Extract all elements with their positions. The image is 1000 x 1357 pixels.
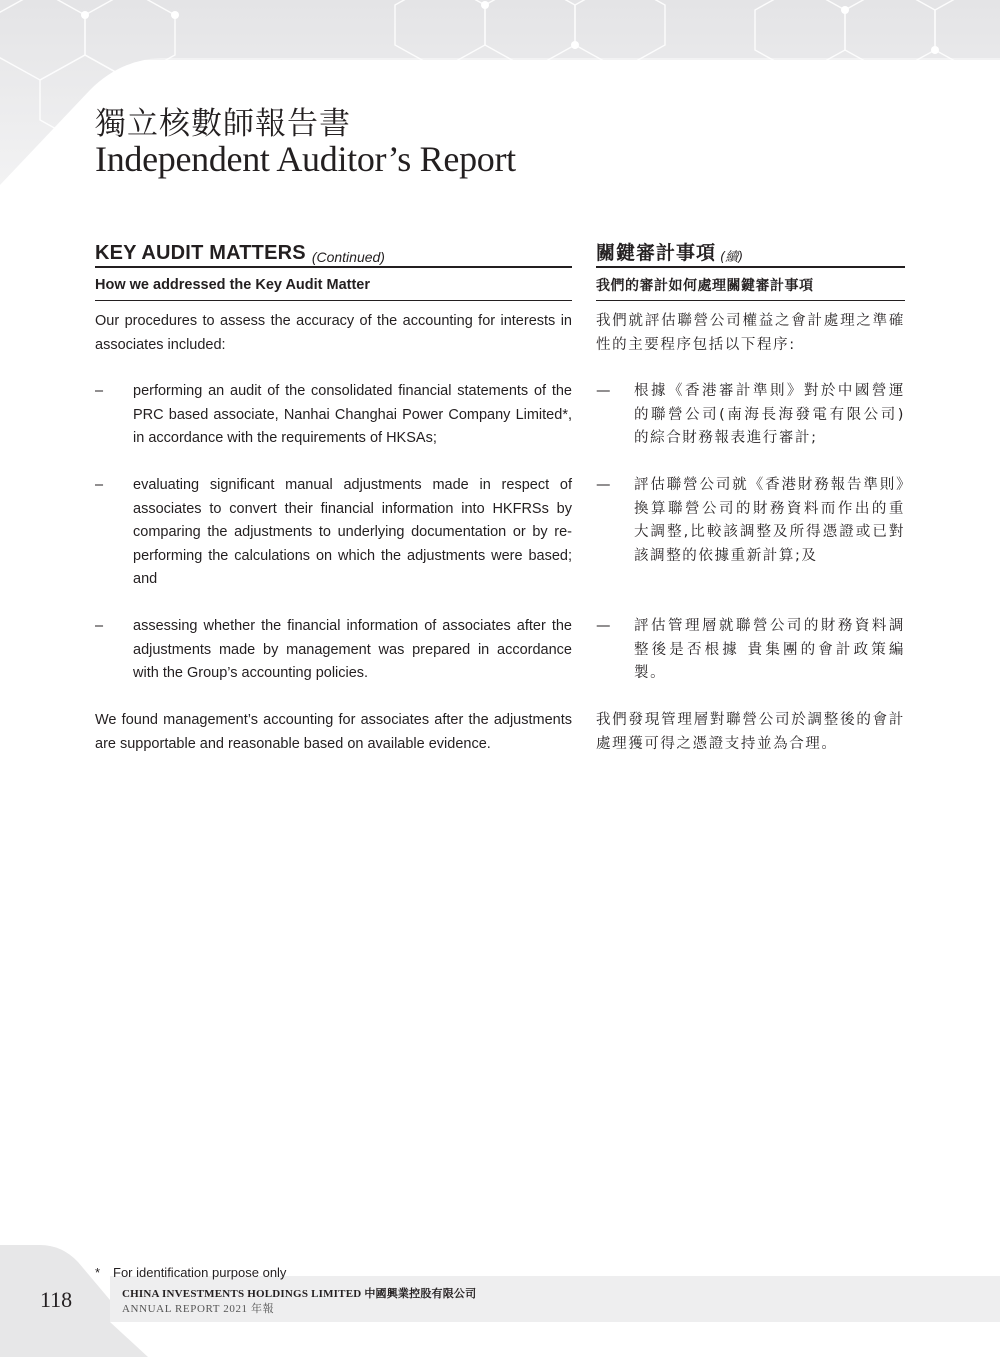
list-item	[95, 474, 572, 592]
list-item	[95, 380, 572, 451]
list-item	[596, 380, 905, 451]
page-number: 118	[40, 1287, 73, 1312]
section-heading-continued: (Continued)	[311, 249, 385, 265]
conclusion-paragraph-english: We found management’s accounting for associates after the adjustments are supportable and reasonable based on available evidence.	[95, 712, 572, 752]
subheading-chinese: 我們的審計如何處理關鍵審計事項	[596, 268, 905, 301]
bullet-text: 根據《香港審計準則》對於中國營運的聯營公司(南海長海發電有限公司)的綜合財務報表進行審計;	[634, 383, 905, 446]
subheading-english: How we addressed the Key Audit Matter	[95, 268, 572, 301]
section-heading-english	[95, 238, 572, 268]
intro-paragraph-english: Our procedures to assess the accuracy of the accounting for interests in associates included:	[95, 313, 572, 353]
conclusion-paragraph-chinese: 我們發現管理層對聯營公司於調整後的會計處理獲可得之憑證支持並為合理。	[596, 712, 905, 752]
list-item	[596, 474, 905, 568]
bullet-dash: –	[95, 618, 104, 634]
section-heading-text: 關鍵審計事項	[596, 242, 717, 264]
bullet-text: evaluating significant manual adjustments made in respect of associates to convert their financial information into HKFRSs by comparing the adjustments to underlying documentation or by re-performing the calculations on which the adjustments were based; and	[133, 477, 572, 587]
company-name: CHINA INVESTMENTS HOLDINGS LIMITED 中國興業控股有限公司	[122, 1288, 477, 1300]
bullet-dash: —	[596, 383, 613, 399]
bullet-text: assessing whether the financial information of associates after the adjustments made by management was prepared in accordance with the Group’s accounting policies.	[133, 618, 572, 681]
bullet-text: 評估聯營公司就《香港財務報告準則》換算聯營公司的財務資料而作出的重大調整,比較該調整及所得憑證或已對該調整的依據重新計算;及	[634, 477, 905, 564]
footnote-text: For identification purpose only	[113, 1265, 287, 1280]
bullet-dash: —	[596, 618, 613, 634]
list-item	[596, 615, 905, 686]
footnote	[95, 1265, 286, 1280]
bullet-text: 評估管理層就聯營公司的財務資料調整後是否根據 貴集團的會計政策編製。	[634, 618, 905, 681]
report-name: ANNUAL REPORT 2021 年報	[122, 1303, 275, 1315]
bullet-dash: –	[95, 383, 104, 399]
footnote-marker: *	[95, 1265, 101, 1280]
bullet-text: performing an audit of the consolidated financial statements of the PRC based associate, Nanhai Changhai Power Company Limited*, in accordance with the requirements of HKSAs;	[133, 383, 572, 446]
english-column	[95, 238, 572, 752]
list-item	[95, 615, 572, 686]
section-heading-chinese	[596, 238, 905, 268]
chinese-column	[596, 238, 905, 752]
section-heading-continued: (續)	[720, 250, 744, 265]
page-title-chinese: 獨立核數師報告書	[95, 106, 351, 142]
bullet-dash: —	[596, 477, 613, 493]
bullet-dash: –	[95, 477, 104, 493]
section-heading-text: KEY AUDIT MATTERS	[95, 242, 306, 264]
intro-paragraph-chinese: 我們就評估聯營公司權益之會計處理之準確性的主要程序包括以下程序:	[596, 313, 905, 353]
page-title-english: Independent Auditor’s Report	[95, 139, 516, 179]
